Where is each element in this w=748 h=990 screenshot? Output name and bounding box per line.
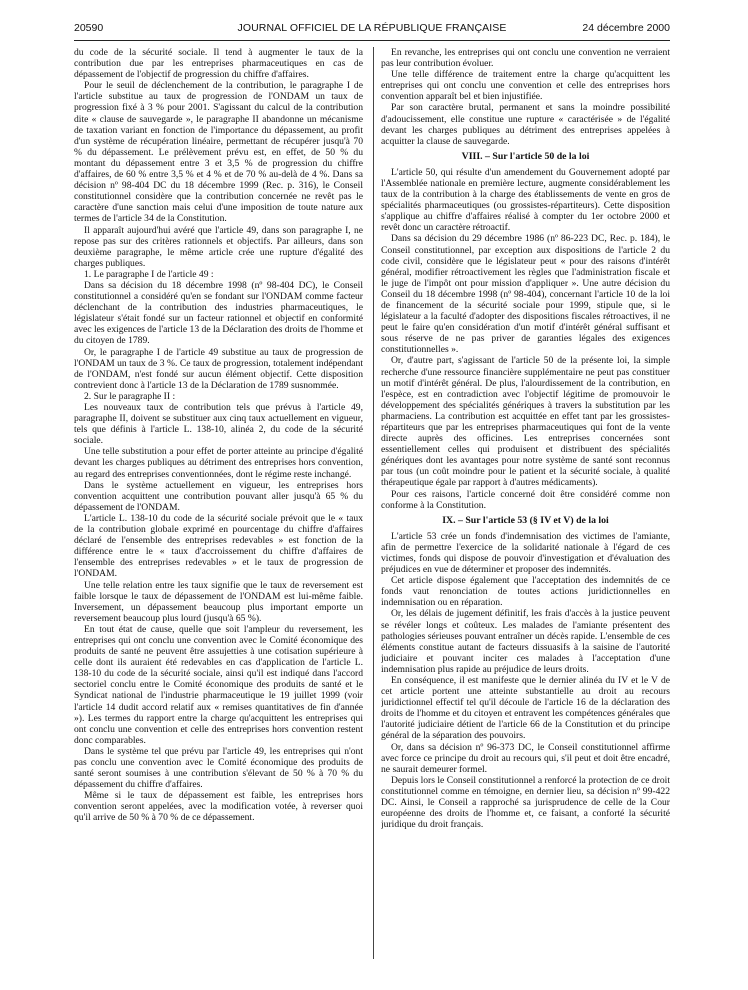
paragraph: L'article 53 crée un fonds d'indemnisation des victimes de l'amiante, afin de permettre l'exercice de la solidarité nationale à l'égard de ces victimes, fonds qui dispose de pouvoir d'investigation et d'évaluation des préjudices en vue de déterminer et proposer des indemnités. [381,530,670,576]
section-heading-article-50: VIII. – Sur l'article 50 de la loi [461,150,590,162]
paragraph: Même si le taux de dépassement est faible, les entreprises hors convention seront appelées, avec la modification votée, à reverser quoi qu'il arrive de 50 % à 70 % de ce dépassement. [74,790,363,824]
paragraph: Une telle substitution a pour effet de porter atteinte au principe d'égalité devant les charges publiques au détriment des entreprises hors convention, au regard des entreprises conventionnées, dont le régime reste inchangé. [74,446,363,480]
paragraph: Or, les délais de jugement définitif, les frais d'accès à la justice peuvent se révéler longs et coûteux. Les malades de l'amiante présentent des pathologies sérieuses pouvant entraîner un décès rapide. L'ensemble de ces éléments constitue autant de facteurs dissuasifs à la saisine de l'autorité judiciaire et pouvant inciter ces malades à l'acceptation d'une indemnisation plus rapide au préjudice de leurs droits. [381,608,670,675]
paragraph: Dans le système tel que prévu par l'article 49, les entreprises qui n'ont pas conclu une convention avec le Comité économique des produits de santé seront soumises à une contribution s'élevant de 50 % à 70 % du dépassement du chiffre d'affaires. [74,745,363,791]
paragraph: 1. Le paragraphe I de l'article 49 : [84,268,214,280]
paragraph: Les nouveaux taux de contribution tels que prévus à l'article 49, paragraphe II, doivent se substituer aux cinq taux actuellement en vigueur, tels que définis à l'article L. 138-10, alinéa 2, du code de la sécurité sociale. [74,402,363,447]
paragraph: Pour le seuil de déclenchement de la contribution, le paragraphe I de l'article substitue au taux de progression de l'ONDAM un taux de progression fixé à 3 % pour 2001. S'agissant du calcul de la contribution dite « clause de sauvegarde », le paragraphe II abandonne un mécanisme de taxation variant en fonction de l'importance du dépassement, au profit d'un système de récupération linéaire, permettant de récupérer jusqu'à 70 % du dépassement. Le prélèvement prévu est, en effet, de 50 % du montant du dépassement entre 3 et 3,5 % de progression du chiffre d'affaires, de 60 % entre 3,5 % et 4 % et de 70 % au-delà de 4 %. Dans sa décision nº 98-404 DC du 18 décembre 1999 (Rec. p. 316), le Conseil constitutionnel considère que la contribution concernée ne revêt pas le caractère d'une sanction mais celui d'une imposition de toute nature aux termes de l'article 34 de la Constitution. [74,80,363,225]
paragraph: 2. Sur le paragraphe II : [84,390,176,402]
publication-date: 24 décembre 2000 [582,22,670,34]
paragraph: En tout état de cause, quelle que soit l'ampleur du reversement, les entreprises qui ont conclu une convention avec le Comité économique des produits de santé ne peuvent être assujetties à une cotisation supérieure à celle dont ils auraient été redevables en cas d'application de l'article L. 138-10 du code de la sécurité sociale, ainsi qu'il est indiqué dans l'accord sectoriel conclu entre le Comité économique des produits de santé et le Syndicat national de l'industrie pharmaceutique le 19 juillet 1999 (voir l'article 14 dudit accord relatif aux « remises quantitatives de fin d'année »). Les termes du rapport entre la charge qu'acquittent les entreprises qui ont conclu une convention et celle des entreprises hors convention restent donc comparables. [74,623,363,746]
page-number: 20590 [74,22,104,34]
journal-title: JOURNAL OFFICIEL DE LA RÉPUBLIQUE FRANÇAISE [237,22,507,34]
paragraph: Depuis lors le Conseil constitutionnel a renforcé la protection de ce droit constitutionnel comme en témoigne, en dernier lieu, sa décision nº 99-422 DC. Ainsi, le Conseil a rapproché sa jurisprudence de celle de la Cour européenne des droits de l'homme et, ce faisant, a conforté la sécurité juridique du droit français. [381,774,670,831]
paragraph: Or, d'autre part, s'agissant de l'article 50 de la présente loi, la simple recherche d'une ressource financière supplémentaire ne peut pas constituer un motif d'intérêt général. De plus, l'alourdissement de la contribution, en l'espèce, est en contradiction avec l'objectif légitime de promouvoir le développement des spécialités génériques à travers la substitution par les pharmaciens. La contribution est acquittée en effet tant par les grossistes-répartiteurs que par les entreprises pharmaceutiques qui font de la vente directe auprès des officines. Les entreprises concernées sont essentiellement celles qui produisent et distribuent des spécialités génériques dont les avantages pour notre système de santé sont reconnus par tous (un coût moindre pour le patient et la sécurité sociale, à qualité thérapeutique égale par rapport à d'autres médicaments). [381,355,670,489]
paragraph: Dans le système actuellement en vigueur, les entreprises hors convention acquittent une contribution pouvant aller jusqu'à 65 % du dépassement de l'ONDAM. [74,479,363,513]
paragraph: En revanche, les entreprises qui ont conclu une convention ne verraient pas leur contribution évoluer. [381,47,670,70]
section-heading-article-53: IX. – Sur l'article 53 (§ IV et V) de la loi [442,514,609,526]
paragraph: Dans sa décision du 29 décembre 1986 (nº 86-223 DC, Rec. p. 184), le Conseil constitutionnel, par exception aux dispositions de l'article 2 du code civil, considère que le législateur peut « pour des raisons d'intérêt général, modifier rétroactivement les règles que l'administration fiscale et le juge de l'impôt ont pour mission d'appliquer ». Une autre décision du Conseil du 18 décembre 1998 (nº 98-404), concernant l'article 10 de la loi de financement de la sécurité sociale pour 1999, stipule que, si le législateur a la faculté d'adopter des dispositions fiscales rétroactives, il ne peut le faire qu'en considération d'un motif d'intérêt général suffisant et sous réserve de ne pas priver de garanties légales des exigences constitutionnelles ». [381,233,670,356]
paragraph: Dans sa décision du 18 décembre 1998 (nº 98-404 DC), le Conseil constitutionnel a considéré qu'en se fondant sur l'ONDAM comme facteur déclenchant de la contribution des industries pharmaceutiques, le législateur s'était fondé sur un facteur rationnel et objectif en conformité avec les exigences de l'article 13 de la Déclaration des droits de l'homme et du citoyen de 1789. [74,279,363,347]
paragraph: Il apparaît aujourd'hui avéré que l'article 49, dans son paragraphe I, ne repose pas sur des critères rationnels et objectifs. Par ailleurs, dans son deuxième paragraphe, le même article crée une rupture d'égalité des charges publiques. [74,224,363,269]
column-divider [373,47,374,959]
paragraph: Une telle relation entre les taux signifie que le taux de reversement est faible lorsque le taux de dépassement de l'ONDAM est lui-même faible. Inversement, un dépassement beaucoup plus important emporte un reversement beaucoup plus lourd (jusqu'à 65 %). [74,579,363,624]
paragraph: Pour ces raisons, l'article concerné doit être considéré comme non conforme à la Constitution. [381,488,670,511]
running-header [74,22,670,38]
right-column [381,47,670,977]
paragraph: Cet article dispose également que l'acceptation des indemnités de ce fonds vaut renonciation de toutes actions juridictionnelles en indemnisation ou en réparation. [381,575,670,609]
paragraph: Or, le paragraphe I de l'article 49 substitue au taux de progression de l'ONDAM un taux de 3 %. Ce taux de progression, totalement indépendant de l'ONDAM, n'est fondé sur aucun élément objectif. Cette disposition contrevient donc à l'article 13 de la Déclaration de 1789 susnommée. [74,346,363,391]
left-column [74,47,363,977]
paragraph: Par son caractère brutal, permanent et sans la moindre possibilité d'adoucissement, elle constitue une rupture « caractérisée » de l'égalité devant les charges publiques au détriment des entreprises appelées à acquitter la clause de sauvegarde. [381,102,670,147]
paragraph: En conséquence, il est manifeste que le dernier alinéa du IV et le V de cet article portent une atteinte substantielle au droit au recours juridictionnel effectif tel qu'il découle de l'article 16 de la déclaration des droits de l'homme et du citoyen et entravent les compétences générales que l'autorité judiciaire détient de l'article 66 de la Constitution et du principe général de la séparation des pouvoirs. [381,674,670,742]
paragraph: du code de la sécurité sociale. Il tend à augmenter le taux de la contribution due par les entreprises pharmaceutiques en cas de dépassement de l'objectif de progression du chiffre d'affaires. [74,47,363,81]
paragraph: Or, dans sa décision nº 96-373 DC, le Conseil constitutionnel affirme avec force ce principe du droit au recours qui, s'il peut et doit être encadré, ne saurait demeurer formel. [381,741,670,775]
paragraph: L'article L. 138-10 du code de la sécurité sociale prévoit que le « taux de la contribution globale exprimé en pourcentage du chiffre d'affaires déclaré de l'ensemble des entreprises redevables » est fonction de la différence entre le « taux d'accroissement du chiffre d'affaires de l'ensemble des entreprises redevables » et le taux de progression de l'ONDAM. [74,512,363,580]
header-rule [74,40,670,41]
paragraph: Une telle différence de traitement entre la charge qu'acquittent les entreprises qui ont conclu une convention et celle des entreprises hors convention apparaît bel et bien injustifiée. [381,69,670,103]
paragraph: L'article 50, qui résulte d'un amendement du Gouvernement adopté par l'Assemblée nationale en première lecture, augmente considérablement les taux de la contribution à la charge des établissements de vente en gros de spécialités pharmaceutiques (ou grossistes-répartiteurs). Cette disposition s'applique au chiffre d'affaires réalisé à compter du 1er octobre 2000 et revêt donc un caractère rétroactif. [381,166,670,234]
